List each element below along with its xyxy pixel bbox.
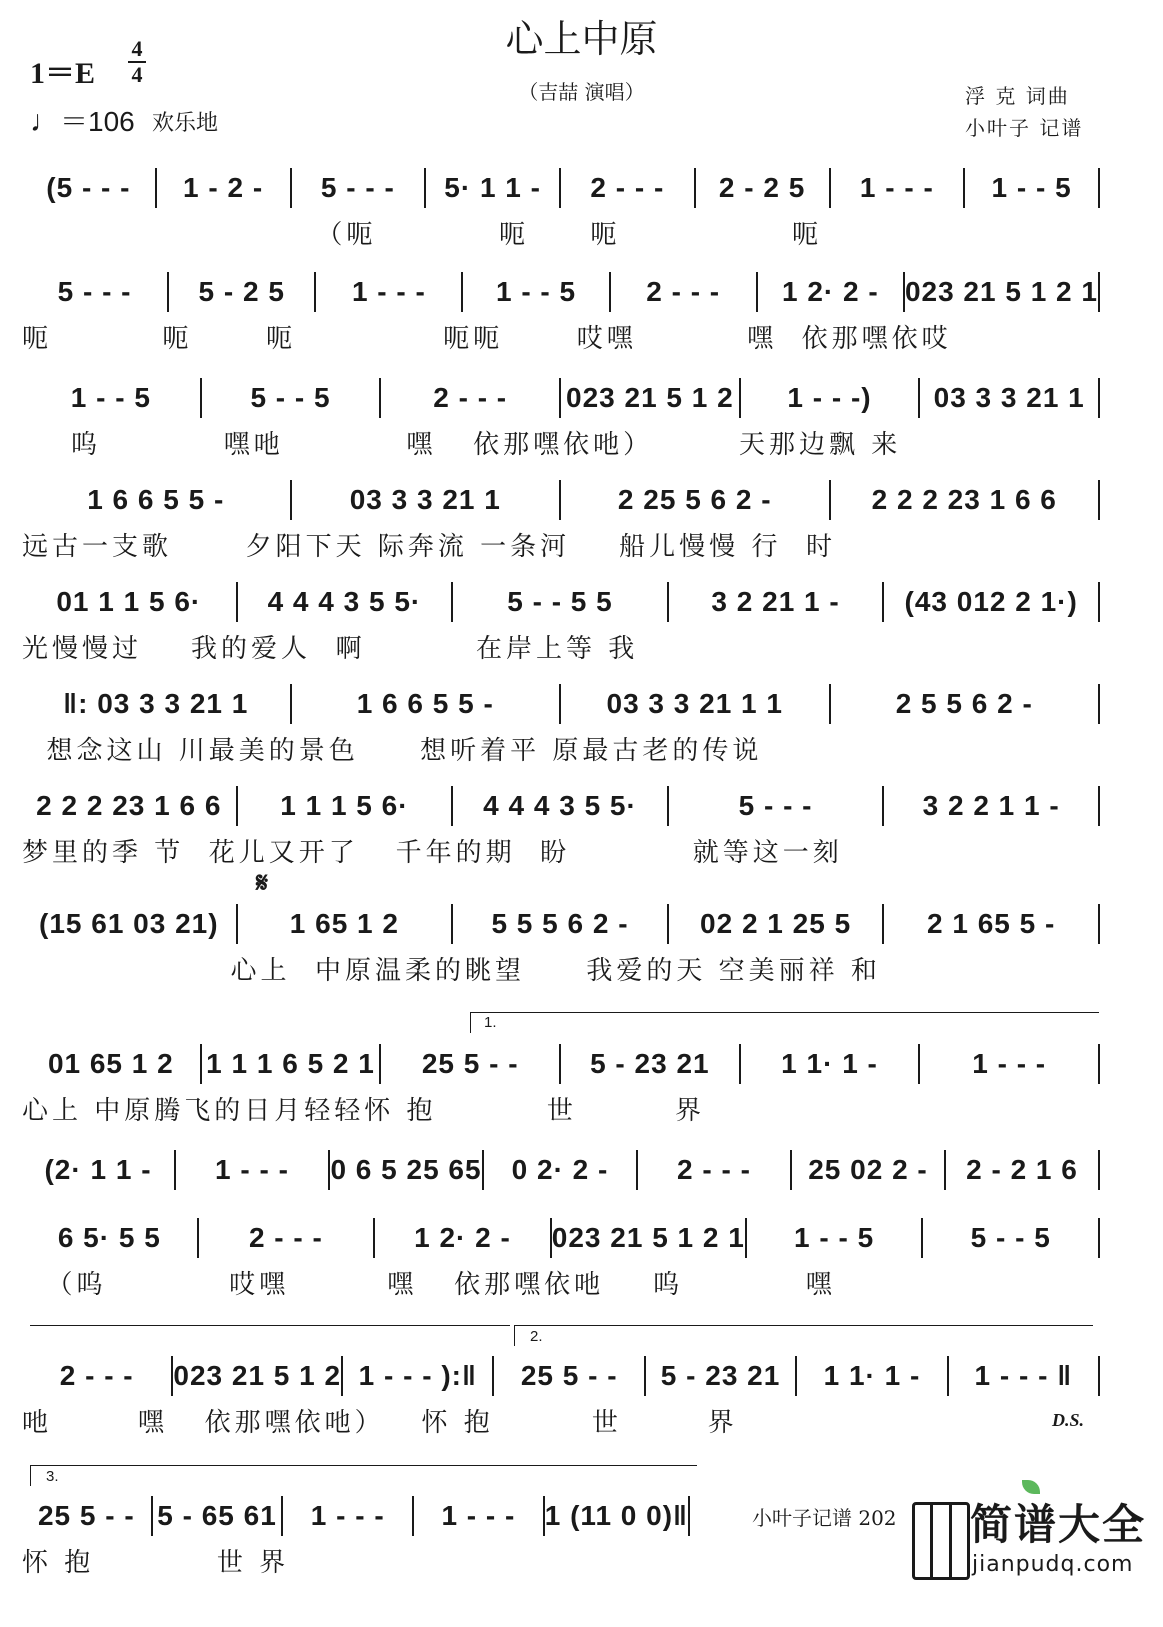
- measure: 1 - - -: [351, 276, 426, 307]
- measure: (5 - - -: [46, 172, 131, 203]
- segno-sign: 𝄋: [256, 866, 269, 899]
- measure: 2 - - -: [433, 382, 508, 413]
- measure: 1 2· 2 -: [414, 1222, 511, 1253]
- volta-bracket-2: [514, 1325, 1093, 1346]
- tempo-expression: 欢乐地: [152, 111, 219, 136]
- measure: 1 6 6 5 5 -: [356, 688, 494, 719]
- logo-brand-text: 简谱大全: [970, 1500, 1147, 1549]
- music-line: [22, 582, 1100, 622]
- music-line: [22, 272, 1100, 312]
- measure: 5 5 5 6 2 -: [491, 908, 629, 939]
- music-line: [22, 904, 1100, 944]
- volta-bracket-3: [30, 1465, 697, 1486]
- quarter-note-icon: ♩: [30, 105, 60, 138]
- tempo-marking: [30, 100, 135, 140]
- measure: 1 - - - ):‖: [358, 1360, 477, 1391]
- dal-segno-marking: D.S.: [1052, 1410, 1085, 1430]
- measure: 1 - - -: [859, 172, 934, 203]
- volta-number-3: 3.: [46, 1468, 59, 1485]
- measure: 03 3 3 21 1: [933, 382, 1085, 413]
- piano-keys-icon: [912, 1502, 970, 1580]
- site-logo: [912, 1480, 1162, 1620]
- measure: 2 - 2 5: [718, 172, 806, 203]
- barline: [1098, 904, 1100, 944]
- barline: [1098, 684, 1100, 724]
- measure: 25 5 - -: [37, 1500, 135, 1531]
- measure: 5 - 2 5: [198, 276, 285, 307]
- transcriber-credit: 小叶子 记谱: [965, 116, 1084, 140]
- measure: 1 1 1 5 6·: [280, 790, 409, 821]
- measure: 25 5 - -: [520, 1360, 618, 1391]
- key-signature: 1＝E: [30, 57, 96, 90]
- measure: 1 6 6 5 5 -: [87, 484, 225, 515]
- measure: 25 02 2 -: [808, 1154, 928, 1185]
- measure: 2 25 5 6 2 -: [617, 484, 772, 515]
- barline: [1098, 1044, 1100, 1084]
- measure: 5 - - -: [738, 790, 813, 821]
- lyric-line: 心上 中原温柔的眺望 我爱的天 空美丽祥 和: [22, 956, 881, 986]
- barline: [1098, 582, 1100, 622]
- measure: 5 - 65 61: [157, 1500, 277, 1531]
- measure: 5 - - 5: [970, 1222, 1051, 1253]
- measure: 1 - - 5: [495, 276, 577, 307]
- music-line: [22, 1044, 1100, 1084]
- measure: 1 1· 1 -: [823, 1360, 921, 1391]
- lyric-line: 呃 呃 呃 呃呃 哎嘿 嘿 依那嘿依哎: [22, 324, 952, 354]
- measure: 4 4 4 3 5 5·: [267, 586, 422, 617]
- measure: 2 2 2 23 1 6 6: [871, 484, 1057, 515]
- measure: 2 - - -: [646, 276, 721, 307]
- measure: 1 - - - ‖: [974, 1360, 1073, 1391]
- measure: 2 5 5 6 2 -: [895, 688, 1033, 719]
- measure: 1 65 1 2: [289, 908, 399, 939]
- measure: 1 - - 5: [70, 382, 151, 413]
- lyricist-composer-credit: 浮 克 词曲: [965, 84, 1070, 108]
- measure: 023 21 5 1 2: [566, 382, 734, 413]
- measure: 1 - - -: [972, 1048, 1047, 1079]
- measure: 2 2 2 23 1 6 6: [36, 790, 222, 821]
- music-line: [22, 1356, 1100, 1396]
- volta-bracket-1: [470, 1012, 1099, 1033]
- measure: 03 3 3 21 1 1: [606, 688, 783, 719]
- measure: 3 2 2 1 1 -: [922, 790, 1060, 821]
- lyric-line: 呜 嘿吔 嘿 依那嘿依吔） 天那边飘 来: [22, 430, 902, 460]
- page-title: 心上中原: [505, 17, 658, 61]
- measure: 2 - - -: [59, 1360, 134, 1391]
- singer-credit: （吉喆 演唱）: [518, 80, 645, 104]
- measure: 5 - - -: [57, 276, 132, 307]
- measure: 02 2 1 25 5: [700, 908, 852, 939]
- lyric-line: 心上 中原腾飞的日月轻轻怀 抱 世 界: [22, 1096, 706, 1126]
- lyric-line: 梦里的季 节 花儿又开了 千年的期 盼 就等这一刻: [22, 838, 843, 868]
- measure: 5 - 23 21: [660, 1360, 781, 1391]
- measure: 2 - - -: [590, 172, 665, 203]
- measure: 5 - - -: [320, 172, 395, 203]
- measure: 0 6 5 25 65: [330, 1154, 482, 1185]
- measure: 1 - - 5: [794, 1222, 875, 1253]
- barline: [1098, 272, 1100, 312]
- measure: 023 21 5 1 2 1: [551, 1222, 745, 1253]
- measure: 1 - - -): [787, 382, 872, 413]
- measure: 1 1 1 6 5 2 1: [206, 1048, 375, 1079]
- measure: 2 - - -: [677, 1154, 751, 1185]
- music-line: [22, 1218, 1100, 1258]
- measure: 01 1 1 5 6·: [56, 586, 202, 617]
- barline: [1098, 480, 1100, 520]
- measure: 5 - - 5: [250, 382, 331, 413]
- measure: 1 (11 0 0)‖: [544, 1500, 688, 1531]
- barline: [1098, 168, 1100, 208]
- bracket-continuation-line: [30, 1325, 510, 1326]
- lyric-line: 远古一支歌 夕阳下天 际奔流 一条河 船儿慢慢 行 时: [22, 532, 836, 562]
- measure: 0 2· 2 -: [511, 1154, 609, 1185]
- measure: 03 3 3 21 1: [349, 484, 501, 515]
- barline: [1098, 786, 1100, 826]
- measure: 023 21 5 1 2: [173, 1360, 342, 1391]
- lyric-line: 光慢慢过 我的爱人 啊 在岸上等 我: [22, 634, 639, 664]
- measure: 3 2 21 1 -: [711, 586, 840, 617]
- measure: 5 - 23 21: [590, 1048, 710, 1079]
- measure: (15 61 03 21): [39, 908, 219, 939]
- measure: 1 - - 5: [991, 172, 1072, 203]
- lyric-line: 想念这山 川最美的景色 想听着平 原最古老的传说: [22, 736, 763, 766]
- lyric-line: 怀 抱 世 界: [22, 1548, 290, 1578]
- music-line: [22, 168, 1100, 208]
- music-line: [22, 786, 1100, 826]
- measure: (2· 1 1 -: [44, 1154, 152, 1185]
- measure: 4 4 4 3 5 5·: [483, 790, 637, 821]
- measure: 6 5· 5 5: [57, 1222, 161, 1253]
- volta-number-2: 2.: [530, 1328, 543, 1345]
- measure: 1 1· 1 -: [781, 1048, 878, 1079]
- barline: [688, 1496, 690, 1536]
- tempo-value: ＝106: [60, 106, 135, 137]
- measure: 1 2· 2 -: [782, 276, 879, 307]
- lyric-line: （呃 呃 呃 呃: [22, 220, 823, 250]
- music-line: [22, 378, 1100, 418]
- volta-number-1: 1.: [484, 1014, 497, 1031]
- music-line: [22, 1496, 690, 1536]
- measure: (43 012 2 1·): [904, 586, 1078, 617]
- time-signature-bottom: 4: [131, 62, 143, 87]
- measure: 5 - - 5 5: [507, 586, 613, 617]
- measure: 023 21 5 1 2 1: [904, 276, 1098, 307]
- measure: 01 65 1 2: [47, 1048, 174, 1079]
- music-line: [22, 1150, 1100, 1190]
- barline: [1098, 1218, 1100, 1258]
- measure: 2 - 2 1 6: [966, 1154, 1078, 1185]
- time-signature-top: 4: [131, 36, 143, 61]
- barline: [1098, 1150, 1100, 1190]
- measure: 5· 1 1 -: [444, 172, 541, 203]
- barline: [1098, 378, 1100, 418]
- lyric-line: 吔 嘿 依那嘿依吔） 怀 抱 世 界: [22, 1408, 738, 1438]
- footer-credit: 小叶子记谱 202: [752, 1506, 897, 1530]
- music-line: [22, 480, 1100, 520]
- time-signature: [128, 38, 146, 86]
- measure: ‖: 03 3 3 21 1: [63, 688, 249, 719]
- measure: 1 - - -: [215, 1154, 289, 1185]
- measure: 1 - - -: [441, 1500, 516, 1531]
- measure: 1 - 2 -: [183, 172, 264, 203]
- measure: 2 - - -: [248, 1222, 323, 1253]
- logo-domain-text: jianpudq.com: [972, 1552, 1134, 1577]
- music-line: [22, 684, 1100, 724]
- measure: 1 - - -: [310, 1500, 385, 1531]
- measure: 2 1 65 5 -: [927, 908, 1056, 939]
- barline: [1098, 1356, 1100, 1396]
- lyric-line: （呜 哎嘿 嘿 依那嘿依吔 呜 嘿: [22, 1270, 836, 1300]
- measure: 25 5 - -: [421, 1048, 519, 1079]
